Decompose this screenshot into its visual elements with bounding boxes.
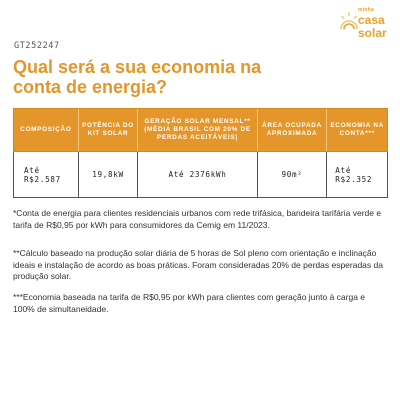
header-area: ÁREA OCUPADA APROXIMADA <box>258 109 328 151</box>
economy-table <box>13 108 388 198</box>
cell-economia: Até R$2.352 <box>335 165 373 184</box>
header-potencia: POTÊNCIA DO KIT SOLAR <box>79 109 139 151</box>
footnote-2: **Cálculo baseado na produção solar diária de 5 horas de Sol pleno com orientação e inclinação ideais e instalação de acordo as boas práticas. Foram consideradas 20% de perdas esperadas da produção solar. <box>13 248 383 281</box>
brand-name-line1: casa <box>358 13 385 27</box>
page-title: Qual será a sua economia na conta de energia? <box>13 57 262 97</box>
brand-name-line2: solar <box>358 26 387 40</box>
sun-icon <box>338 10 360 32</box>
brand-wordmark <box>358 8 394 39</box>
cell-geracao: Até 2376kWh <box>138 152 257 197</box>
header-economia: ECONOMIA NA CONTA*** <box>330 122 384 137</box>
brand-tagline: minha <box>358 7 375 13</box>
brand-logo <box>338 7 394 40</box>
table-header-row <box>13 108 388 152</box>
cell-potencia: 19,8kW <box>79 152 139 197</box>
footnote-3: ***Economia baseada na tarifa de R$0,95 por kWh para clientes com geração junto à carga e 100% de simultaneidade. <box>13 292 366 314</box>
cell-area: 90m² <box>258 152 328 197</box>
footnote-1: *Conta de energia para clientes residenciais urbanos com rede trifásica, bandeira tarifária verde e tarifa de R$0,95 por kWh para consumidores da Cemig em 11/2023. <box>13 208 382 230</box>
table-row <box>13 152 388 198</box>
proposal-code: GT252247 <box>14 41 60 51</box>
header-geracao: GERAÇÃO SOLAR MENSAL** (MÉDIA BRASIL COM 20% DE PERDAS ACEITÁVEIS) <box>138 109 257 151</box>
header-composicao: COMPOSIÇÃO <box>14 109 79 151</box>
cell-composicao: Até R$2.587 <box>14 152 79 197</box>
